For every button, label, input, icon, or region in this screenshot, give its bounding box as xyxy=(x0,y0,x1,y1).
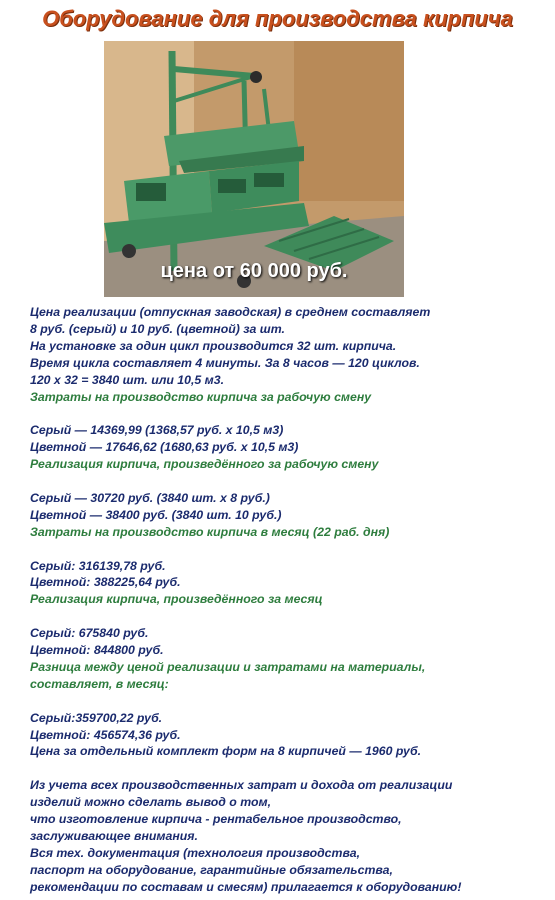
value-line: Цветной: 456574,36 руб. xyxy=(30,727,181,742)
conclusion-line: изделий можно сделать вывод о том, xyxy=(30,795,272,810)
intro-line: Цена реализации (отпускная заводская) в среднем составляет xyxy=(30,305,431,319)
form-set-price: Цена за отдельный комплект форм на 8 кирпичей — 1960 руб. xyxy=(30,744,422,759)
value-line: Серый — 30720 руб. (3840 шт. х 8 руб.) xyxy=(30,490,270,505)
difference-heading: Разница между ценой реализации и затратами на материалы, xyxy=(30,659,426,674)
page-title: Оборудование для производства кирпича xyxy=(42,6,513,31)
description-text xyxy=(30,304,545,896)
value-line: Цветной: 388225,64 руб. xyxy=(30,575,181,590)
value-line: Серый — 14369,99 (1368,57 руб. х 10,5 м3) xyxy=(30,423,284,438)
conclusion-line: Из учета всех производственных затрат и дохода от реализации xyxy=(30,778,453,793)
value-line: Цветной: 844800 руб. xyxy=(30,643,164,658)
section-heading: Реализация кирпича, произведённого за месяц xyxy=(30,592,323,607)
section-heading: Затраты на производство кирпича за рабочую смену xyxy=(30,389,372,404)
conclusion-paragraph xyxy=(30,777,545,895)
value-line: Цветной — 17646,62 (1680,63 руб. х 10,5 м3) xyxy=(30,440,299,455)
intro-line: 120 х 32 = 3840 шт. или 10,5 м3. xyxy=(30,372,224,387)
conclusion-line: заслуживающее внимания. xyxy=(30,829,198,843)
conclusion-line: что изготовление кирпича - рентабельное производство, xyxy=(30,812,402,827)
difference-heading: составляет, в месяц: xyxy=(30,676,169,691)
intro-line: Время цикла составляет 4 минуты. За 8 часов — 120 циклов. xyxy=(30,355,420,370)
value-line: Серый:359700,22 руб. xyxy=(30,710,163,725)
intro-paragraph xyxy=(30,304,545,389)
section-heading: Затраты на производство кирпича в месяц (22 раб. дня) xyxy=(30,524,390,539)
value-line: Цветной — 38400 руб. (3840 шт. 10 руб.) xyxy=(30,507,282,522)
intro-line: 8 руб. (серый) и 10 руб. (цветной) за шт. xyxy=(30,321,285,336)
value-line: Серый: 316139,78 руб. xyxy=(30,558,166,573)
value-line: Серый: 675840 руб. xyxy=(30,626,149,641)
section-heading: Реализация кирпича, произведённого за рабочую смену xyxy=(30,457,379,472)
conclusion-line: Вся тех. документация (технология производства, xyxy=(30,845,360,860)
brick-machine-illustration xyxy=(104,41,404,297)
equipment-photo xyxy=(104,41,404,297)
conclusion-line: рекомендации по составам и смесям) прилагается к оборудованию! xyxy=(30,879,462,894)
price-overlay: цена от 60 000 руб. xyxy=(160,260,348,282)
intro-line: На установке за один цикл производится 32 шт. кирпича. xyxy=(30,338,397,353)
conclusion-line: паспорт на оборудование, гарантийные обязательства, xyxy=(30,862,393,877)
